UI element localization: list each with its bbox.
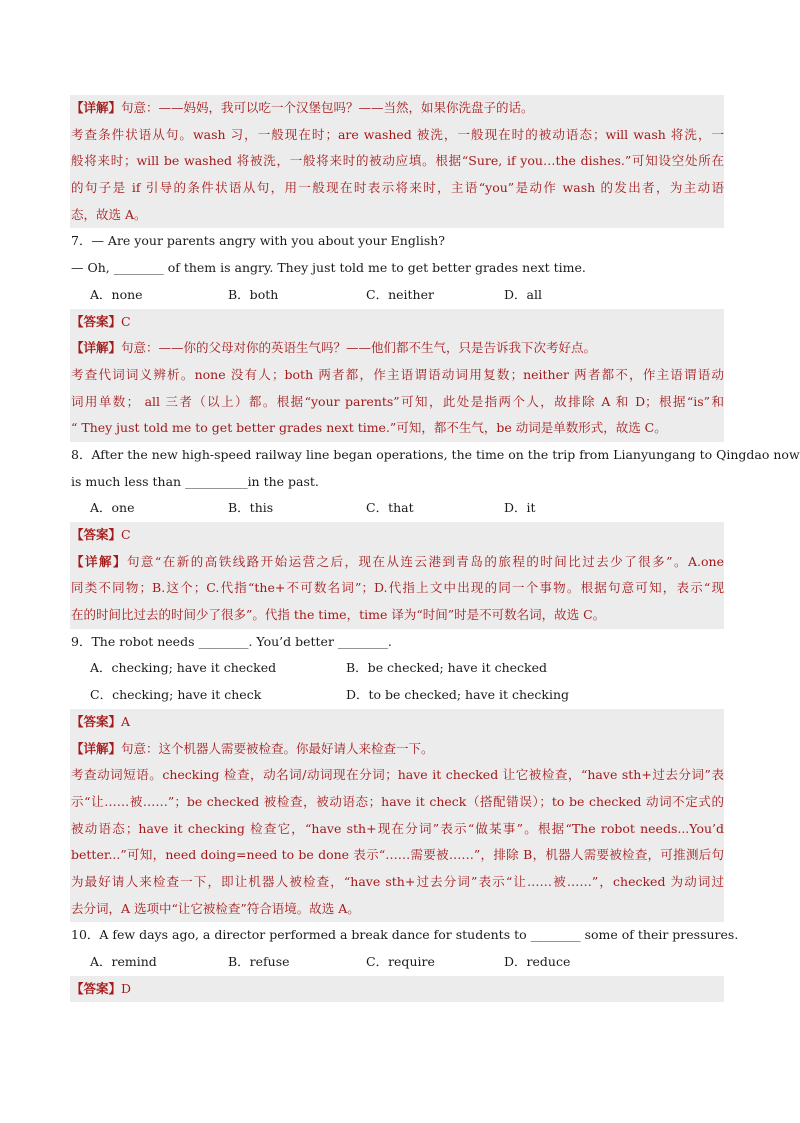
option-b: B．this xyxy=(228,500,274,516)
explain-6-line-2: 考查条件状语从句。wash 习，一般现在时；are washed 被洗，一般现在时的被动语态；will wash 将洗，一 xyxy=(70,122,724,149)
question-9-explain-5: better...”可知，need doing=need to be done 表示“……需要被……”，排除 B，机器人需要被检查，可推测后句 xyxy=(70,842,724,869)
answer-tag: 【答案】 xyxy=(71,713,122,729)
question-8-stem-1: 8．After the new high-speed railway line began operations, the time on the trip from Lianyungang to Qingdao now xyxy=(71,446,800,462)
answer-tag: 【答案】 xyxy=(71,980,122,996)
option-a: A．checking; have it checked xyxy=(90,660,277,676)
option-a: A．one xyxy=(90,500,135,516)
question-7-explain-2: 考查代词词义辨析。none 没有人；both 两者都，作主语谓语动词用复数；neither 两者都不，作主语谓语动 xyxy=(70,362,724,389)
question-8-explain-3: 在的时间比过去的时间少了很多”。代指 the time，time 译为“时间”时是不可数名词，故选 C。 xyxy=(70,602,724,629)
question-8-explain-1 xyxy=(70,549,724,576)
question-9-explain-7: 去分词，A 选项中“让它被检查”符合语境。故选 A。 xyxy=(70,896,724,923)
explain-6-line-1 xyxy=(70,95,724,122)
explain-tag: 【详解】 xyxy=(71,553,127,569)
answer-value: C xyxy=(121,527,131,542)
question-7-options xyxy=(70,282,724,309)
question-9-options-row-1 xyxy=(70,655,724,682)
option-d: D．to be checked; have it checking xyxy=(346,687,570,703)
question-10-answer xyxy=(70,976,724,1003)
question-8-answer xyxy=(70,522,724,549)
option-d: D．reduce xyxy=(504,954,571,969)
explain-6-line-4: 的句子是 if 引导的条件状语从句，用一般现在时表示将来时，主语“you”是动作 wash 的发出者，为主动语 xyxy=(70,175,724,202)
question-7-answer xyxy=(70,309,724,336)
answer-value: C xyxy=(121,313,131,329)
question-9-options-row-2 xyxy=(70,682,724,709)
question-9-explain-6: 为最好请人来检查一下，即让机器人被检查，“have sth+过去分词”表示“让……被……”，checked 为动词过 xyxy=(70,869,724,896)
question-7-explain-4: “ They just told me to get better grades next time.”可知，都不生气，be 动词是单数形式，故选 C。 xyxy=(70,415,724,442)
explain-text: 句意：——你的父母对你的英语生气吗？——他们都不生气，只是告诉我下次考好点。 xyxy=(121,340,597,356)
question-10-options xyxy=(70,949,724,976)
explain-6-line-5: 态，故选 A。 xyxy=(70,202,724,229)
explain-tag: 【详解】 xyxy=(71,100,122,115)
answer-value: A xyxy=(121,713,131,729)
question-8-stem-2: is much less than __________in the past. xyxy=(71,473,319,489)
question-9-explain-3: 示“让……被……”；be checked 被检查，被动语态；have it check（搭配错误）；to be checked 动词不定式的 xyxy=(70,789,724,816)
answer-tag: 【答案】 xyxy=(71,313,122,329)
document-body xyxy=(70,95,800,1002)
explain-6-line-3: 般将来时；will be washed 将被洗，一般将来时的被动应填。根据“Sure, if you…the dishes.”可知设空处所在 xyxy=(70,148,724,175)
explain-text: 句意“在新的高铁线路开始运营之后，现在从连云港到青岛的旅程的时间比过去少了很多”。A.one xyxy=(126,553,724,569)
option-c: C．checking; have it check xyxy=(90,687,262,703)
question-7-explain-3: 词用单数； all 三者（以上）都。根据“your parents”可知，此处是指两个人，故排除 A 和 D；根据“is”和 xyxy=(70,389,724,416)
option-d: D．all xyxy=(504,286,542,302)
option-b: B．refuse xyxy=(228,954,290,969)
question-9-explain-4: 被动语态；have it checking 检查它，“have sth+现在分词”表示“做某事”。根据“The robot needs...You’d xyxy=(70,816,724,843)
question-8-options xyxy=(70,495,724,522)
question-9-explain-1 xyxy=(70,736,724,763)
explain-text: 句意：——妈妈，我可以吃一个汉堡包吗？——当然，如果你洗盘子的话。 xyxy=(121,100,534,115)
explain-text: 句意：这个机器人需要被检查。你最好请人来检查一下。 xyxy=(121,740,434,756)
option-b: B．be checked; have it checked xyxy=(346,660,548,676)
question-9-explain-2: 考查动词短语。checking 检查，动名词/动词现在分词；have it checked 让它被检查，“have sth+过去分词”表 xyxy=(70,762,724,789)
question-8-explain-2: 同类不同物；B.这个；C.代指“the+不可数名词”；D.代指上文中出现的同一个事物。根据句意可知，表示“现 xyxy=(70,575,724,602)
question-7-explain-1 xyxy=(70,335,724,362)
answer-value: D xyxy=(121,980,132,996)
option-a: A．remind xyxy=(90,954,157,969)
option-b: B．both xyxy=(228,286,279,302)
question-9-stem: 9．The robot needs ________. You’d better ________. xyxy=(71,633,392,649)
option-a: A．none xyxy=(90,286,143,302)
option-c: C．that xyxy=(366,500,414,516)
question-7-stem-1: 7．— Are your parents angry with you about your English? xyxy=(71,233,445,249)
answer-tag: 【答案】 xyxy=(71,527,122,542)
explain-tag: 【详解】 xyxy=(71,740,122,756)
option-c: C．neither xyxy=(366,286,434,302)
question-9-answer xyxy=(70,709,724,736)
explain-tag: 【详解】 xyxy=(71,340,122,356)
question-7-stem-2: — Oh, ________ of them is angry. They just told me to get better grades next time. xyxy=(71,260,586,276)
question-10-stem: 10．A few days ago, a director performed a break dance for students to ________ some of their pressures. xyxy=(71,927,739,943)
option-d: D．it xyxy=(504,500,536,516)
option-c: C．require xyxy=(366,954,435,969)
